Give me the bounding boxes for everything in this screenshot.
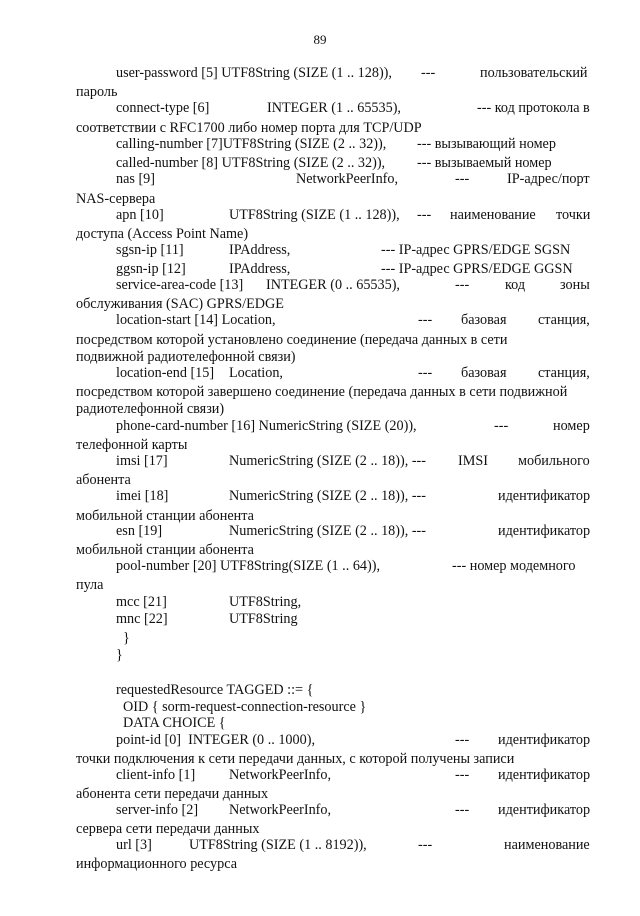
text-line-5-b: --- вызываемый номер — [417, 155, 552, 171]
text-line-9-a: доступа (Access Point Name) — [76, 226, 249, 242]
text-line-2-a: connect-type [6] — [116, 100, 210, 116]
text-line-12-d: код — [505, 277, 526, 293]
text-line-0-b: --- — [421, 65, 436, 81]
text-line-11-b: IPAddress, — [229, 261, 291, 277]
text-line-14-b: --- — [418, 312, 433, 328]
text-line-12-a: service-area-code [13] — [116, 277, 244, 293]
text-line-6-c: --- — [455, 171, 470, 187]
text-line-25-a: мобильной станции абонента — [76, 508, 254, 524]
text-line-36-a: DATA CHOICE { — [123, 715, 226, 731]
text-line-20-b: --- — [494, 418, 509, 434]
text-line-27-a: мобильной станции абонента — [76, 542, 254, 558]
text-line-8-c: --- — [417, 207, 432, 223]
text-line-32-a: } — [123, 630, 130, 646]
text-line-4-a: calling-number [7]UTF8String (SIZE (2 .. 32)), — [116, 136, 387, 152]
text-line-23-a: абонента — [76, 472, 131, 488]
text-line-31-a: mnc [22] — [116, 611, 168, 627]
text-line-4-b: --- вызывающий номер — [417, 136, 556, 152]
text-line-2-c: --- код протокола в — [477, 100, 590, 116]
text-line-31-b: UTF8String — [229, 611, 298, 627]
text-line-22-b: NumericString (SIZE (2 .. 18)), --- — [229, 453, 426, 469]
text-line-43-c: --- — [418, 837, 433, 853]
text-line-28-a: pool-number [20] UTF8String(SIZE (1 .. 64)), — [116, 558, 381, 574]
text-line-37-a: point-id [0] INTEGER (0 .. 1000), — [116, 732, 315, 748]
text-line-41-a: server-info [2] — [116, 802, 199, 818]
text-line-26-a: esn [19] — [116, 523, 163, 539]
text-line-8-a: apn [10] — [116, 207, 164, 223]
text-line-39-b: NetworkPeerInfo, — [229, 767, 332, 783]
text-line-14-d: станция, — [538, 312, 590, 328]
text-line-11-a: ggsn-ip [12] — [116, 261, 186, 277]
text-line-43-b: UTF8String (SIZE (1 .. 8192)), — [189, 837, 367, 853]
text-line-26-c: идентификатор — [498, 523, 591, 539]
text-line-41-b: NetworkPeerInfo, — [229, 802, 332, 818]
text-line-15-a: посредством которой установлено соединение (передача данных в сети — [76, 332, 508, 348]
text-line-17-d: базовая — [461, 365, 507, 381]
text-line-41-d: идентификатор — [498, 802, 591, 818]
text-line-8-d: наименование — [450, 207, 536, 223]
text-line-8-e: точки — [556, 207, 591, 223]
text-line-8-b: UTF8String (SIZE (1 .. 128)), — [229, 207, 400, 223]
text-line-37-c: идентификатор — [498, 732, 591, 748]
text-line-39-c: --- — [455, 767, 470, 783]
text-line-17-b: Location, — [229, 365, 283, 381]
text-line-21-a: телефонной карты — [76, 437, 188, 453]
text-line-12-b: INTEGER (0 .. 65535), — [266, 277, 400, 293]
text-line-6-d: IP-адрес/порт — [507, 171, 590, 187]
text-line-16-a: подвижной радиотелефонной связи) — [76, 349, 296, 365]
text-line-34-a: requestedResource TAGGED ::= { — [116, 682, 314, 698]
text-line-14-a: location-start [14] Location, — [116, 312, 276, 328]
text-line-38-a: точки подключения к сети передачи данных, с которой получены записи — [76, 751, 515, 767]
text-line-24-b: NumericString (SIZE (2 .. 18)), --- — [229, 488, 426, 504]
text-line-28-b: --- номер модемного — [452, 558, 576, 574]
text-line-24-c: идентификатор — [498, 488, 591, 504]
text-line-0-c: пользовательский — [480, 65, 588, 81]
text-line-19-a: радиотелефонной связи) — [76, 401, 225, 417]
text-line-22-c: IMSI — [458, 453, 488, 469]
text-line-40-a: абонента сети передачи данных — [76, 786, 269, 802]
text-line-35-a: OID { sorm-request-connection-resource } — [123, 699, 367, 715]
text-line-33-a: } — [116, 647, 123, 663]
text-line-29-a: пула — [76, 577, 104, 593]
text-line-0-a: user-password [5] UTF8String (SIZE (1 .. 128)), — [116, 65, 392, 81]
text-line-2-b: INTEGER (1 .. 65535), — [267, 100, 401, 116]
text-line-7-a: NAS-сервера — [76, 191, 156, 207]
text-line-10-a: sgsn-ip [11] — [116, 242, 184, 258]
text-line-5-a: called-number [8] UTF8String (SIZE (2 .. 32)), — [116, 155, 386, 171]
text-line-10-c: --- IP-адрес GPRS/EDGE SGSN — [381, 242, 571, 258]
text-line-41-c: --- — [455, 802, 470, 818]
text-line-39-a: client-info [1] — [116, 767, 196, 783]
text-line-12-e: зоны — [560, 277, 590, 293]
text-line-43-d: наименование — [504, 837, 590, 853]
text-line-30-b: UTF8String, — [229, 594, 302, 610]
text-line-30-a: mcc [21] — [116, 594, 167, 610]
text-line-3-a: соответствии с RFC1700 либо номер порта для TCP/UDP — [76, 120, 422, 136]
text-line-6-a: nas [9] — [116, 171, 156, 187]
text-line-11-c: --- IP-адрес GPRS/EDGE GGSN — [381, 261, 573, 277]
text-line-26-b: NumericString (SIZE (2 .. 18)), --- — [229, 523, 426, 539]
text-line-44-a: информационного ресурса — [76, 856, 238, 872]
text-line-24-a: imei [18] — [116, 488, 169, 504]
text-line-39-d: идентификатор — [498, 767, 591, 783]
text-line-1-a: пароль — [76, 84, 118, 100]
text-line-20-a: phone-card-number [16] NumericString (SIZE (20)), — [116, 418, 417, 434]
text-line-17-c: --- — [418, 365, 433, 381]
text-line-12-c: --- — [455, 277, 470, 293]
text-line-13-a: обслуживания (SAC) GPRS/EDGE — [76, 296, 284, 312]
text-line-43-a: url [3] — [116, 837, 152, 853]
text-line-10-b: IPAddress, — [229, 242, 291, 258]
page-number: 89 — [313, 32, 327, 47]
text-line-14-c: базовая — [461, 312, 507, 328]
text-line-22-a: imsi [17] — [116, 453, 168, 469]
text-line-20-c: номер — [553, 418, 590, 434]
text-line-17-e: станция, — [538, 365, 590, 381]
text-line-42-a: сервера сети передачи данных — [76, 821, 260, 837]
text-line-18-a: посредством которой завершено соединение (передача данных в сети подвижной — [76, 384, 568, 400]
text-line-22-d: мобильного — [518, 453, 590, 469]
text-line-37-b: --- — [455, 732, 470, 748]
text-line-6-b: NetworkPeerInfo, — [296, 171, 399, 187]
text-line-17-a: location-end [15] — [116, 365, 215, 381]
